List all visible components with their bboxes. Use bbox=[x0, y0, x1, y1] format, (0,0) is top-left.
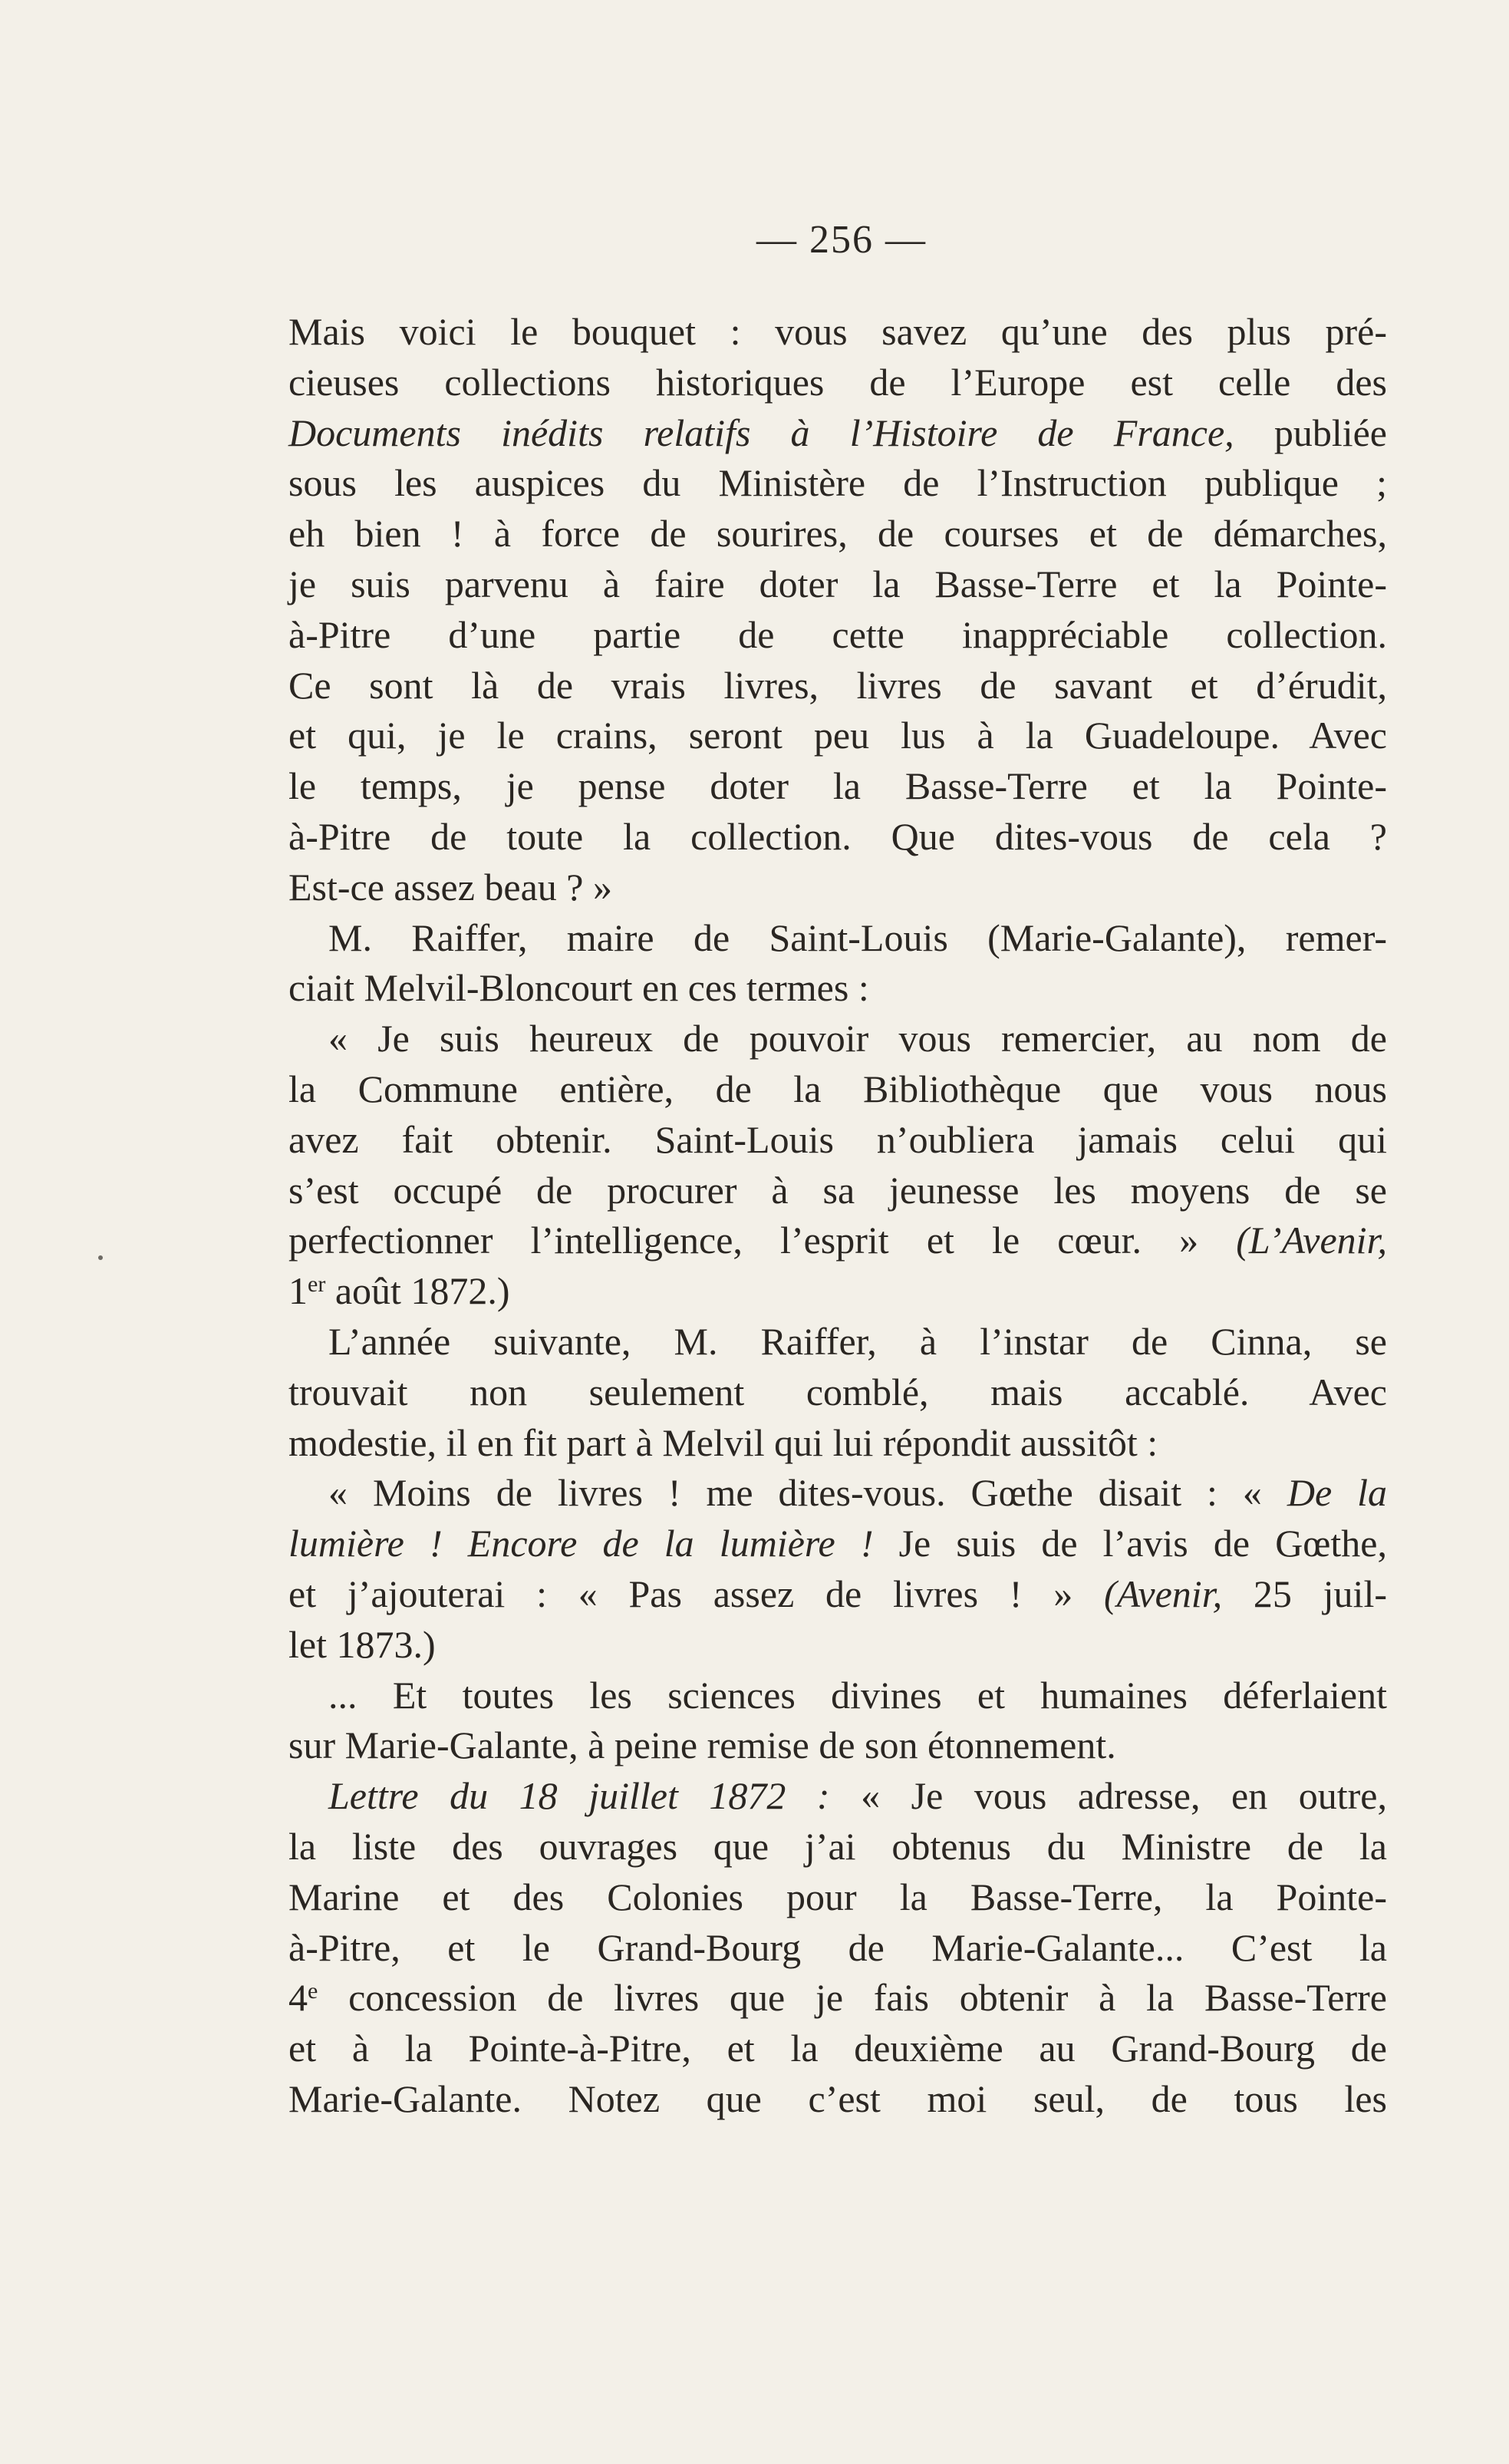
text-fragment: Je suis de l’avis de Gœthe, bbox=[873, 1522, 1387, 1565]
text-line: trouvait non seulement comblé, mais accablé. Avec bbox=[288, 1370, 1387, 1413]
text-line: M. Raiffer, maire de Saint-Louis (Marie-Galante), remer- bbox=[328, 915, 1387, 959]
text-line bbox=[288, 1266, 1387, 1317]
superscript: e bbox=[308, 1978, 318, 2004]
text-line bbox=[288, 1216, 1387, 1266]
text-line: s’est occupé de procurer à sa jeunesse les moyens de se bbox=[288, 1168, 1387, 1212]
text-line bbox=[288, 1519, 1387, 1569]
text-line: avez fait obtenir. Saint-Louis n’oubliera jamais celui qui bbox=[288, 1117, 1387, 1161]
italic-source: (L’Avenir, bbox=[1236, 1219, 1387, 1262]
text-fragment: perfectionner l’intelligence, l’esprit et le cœur. » bbox=[288, 1219, 1237, 1262]
text-line: Marine et des Colonies pour la Basse-Terre, la Pointe- bbox=[288, 1875, 1387, 1918]
text-fragment: concession de livres que je fais obtenir à la Basse-Terre bbox=[318, 1976, 1387, 2020]
text-line: à-Pitre de toute la collection. Que dites-vous de cela ? bbox=[288, 814, 1387, 858]
text-fragment: « Je vous adresse, en outre, bbox=[829, 1774, 1387, 1818]
page-number: — 256 — bbox=[756, 218, 927, 262]
text-line: sous les auspices du Ministère de l’Instruction publique ; bbox=[288, 461, 1387, 505]
text-line bbox=[288, 408, 1387, 459]
text-line: modestie, il en fit part à Melvil qui lui répondit aussitôt : bbox=[288, 1420, 1158, 1464]
text-line bbox=[288, 1569, 1387, 1620]
text-line: Ce sont là de vrais livres, livres de savant et d’érudit, bbox=[288, 663, 1387, 707]
text-fragment: 4 bbox=[288, 1976, 308, 2020]
text-line: let 1873.) bbox=[288, 1622, 436, 1666]
text-line: Marie-Galante. Notez que c’est moi seul, de tous les bbox=[288, 2076, 1387, 2120]
text-line: eh bien ! à force de sourires, de courses et de démarches, bbox=[288, 512, 1387, 556]
text-line: à-Pitre d’une partie de cette inappréciable collection. bbox=[288, 612, 1387, 656]
text-line: sur Marie-Galante, à peine remise de son étonnement. bbox=[288, 1723, 1116, 1767]
text-line: Est-ce assez beau ? » bbox=[288, 865, 612, 909]
text-fragment: 25 juil- bbox=[1222, 1572, 1387, 1615]
text-fragment: « Moins de livres ! me dites-vous. Gœthe disait : « bbox=[328, 1471, 1287, 1515]
superscript: er bbox=[308, 1272, 326, 1298]
text-fragment: et j’ajouterai : « Pas assez de livres ! » bbox=[288, 1572, 1104, 1615]
text-line: et qui, je le crains, seront peu lus à la Guadeloupe. Avec bbox=[288, 714, 1387, 757]
text-line: et à la Pointe-à-Pitre, et la deuxième au Grand-Bourg de bbox=[288, 2027, 1387, 2070]
text-fragment: publiée bbox=[1234, 411, 1387, 454]
margin-dot bbox=[98, 1255, 103, 1260]
italic-title: Documents inédits relatifs à l’Histoire de France, bbox=[288, 411, 1234, 454]
text-line: ciait Melvil-Bloncourt en ces termes : bbox=[288, 966, 869, 1010]
text-line bbox=[288, 1973, 1387, 2024]
text-line: à-Pitre, et le Grand-Bourg de Marie-Galante... C’est la bbox=[288, 1925, 1387, 1969]
text-line: ... Et toutes les sciences divines et humaines déferlaient bbox=[328, 1673, 1387, 1717]
italic-quote: lumière ! Encore de la lumière ! bbox=[288, 1522, 874, 1565]
text-line: la liste des ouvrages que j’ai obtenus du Ministre de la bbox=[288, 1824, 1387, 1868]
text-fragment: 1 bbox=[288, 1269, 308, 1313]
body-text bbox=[288, 307, 1387, 2125]
italic-letter-date: Lettre du 18 juillet 1872 : bbox=[328, 1774, 830, 1818]
text-line: je suis parvenu à faire doter la Basse-Terre et la Pointe- bbox=[288, 562, 1387, 605]
text-fragment: août 1872.) bbox=[325, 1269, 510, 1313]
text-line: L’année suivante, M. Raiffer, à l’instar de Cinna, se bbox=[328, 1319, 1387, 1363]
text-line: la Commune entière, de la Bibliothèque que vous nous bbox=[288, 1067, 1387, 1110]
text-line bbox=[288, 1771, 1387, 1822]
text-line: « Je suis heureux de pouvoir vous remercier, au nom de bbox=[328, 1017, 1387, 1060]
text-line: Mais voici le bouquet : vous savez qu’une des plus pré- bbox=[288, 310, 1387, 353]
italic-source: (Avenir, bbox=[1103, 1572, 1223, 1615]
text-line bbox=[288, 1468, 1387, 1519]
italic-quote: De la bbox=[1287, 1471, 1387, 1515]
text-line: le temps, je pense doter la Basse-Terre et la Pointe- bbox=[288, 764, 1387, 808]
text-line: cieuses collections historiques de l’Europe est celle des bbox=[288, 360, 1387, 404]
